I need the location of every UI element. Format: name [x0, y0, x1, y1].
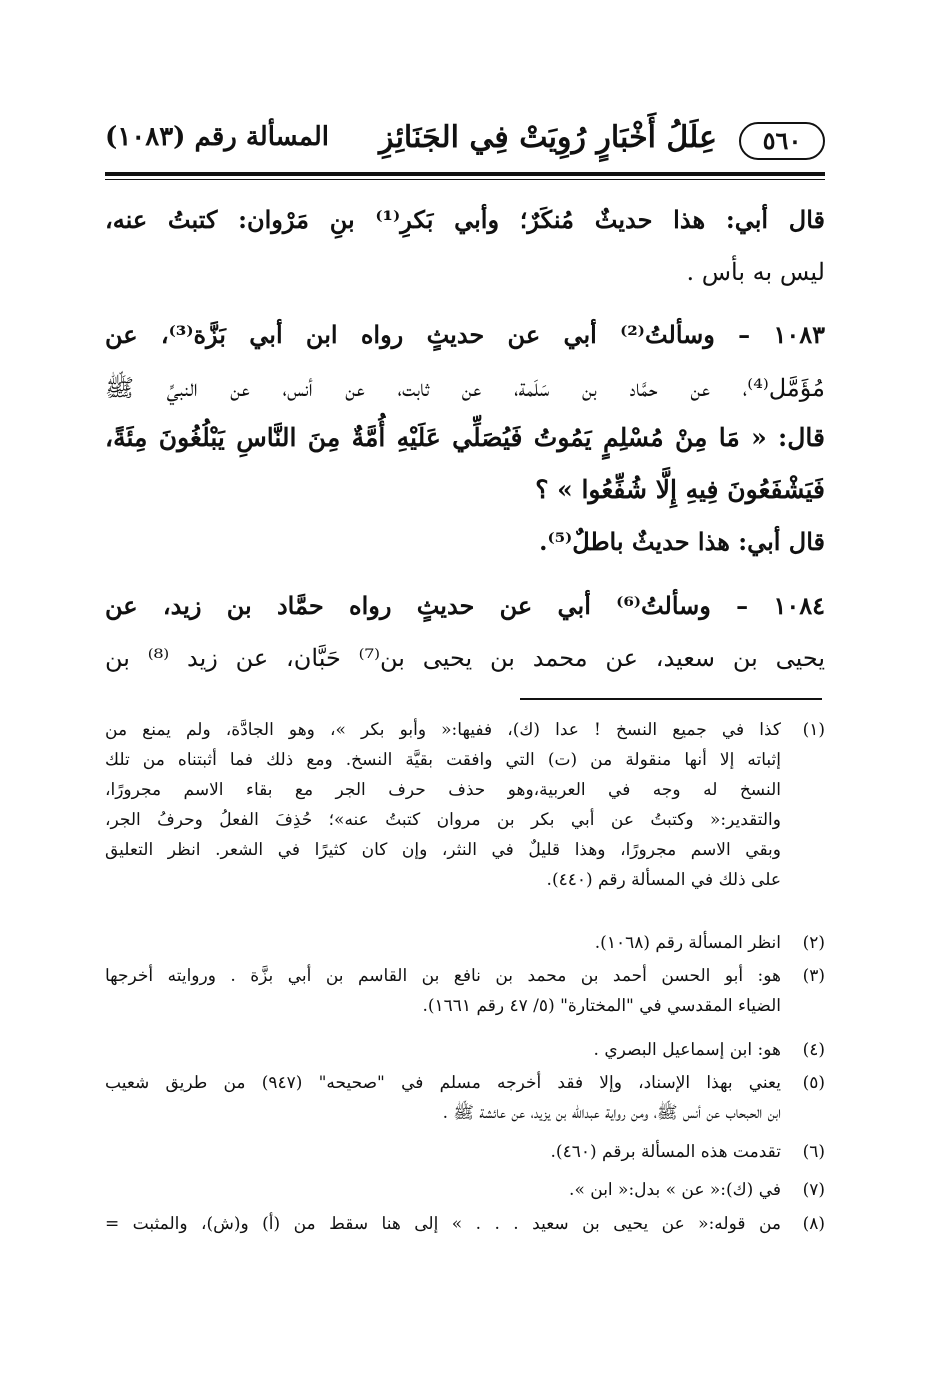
book-title: عِلَلُ أَخْبَارٍ رُوِيَتْ فِي الجَنَائِزِ: [379, 120, 717, 155]
footnote-line: إثباته إلا أنها منقولة من (ت) التي وافقت بقيَّة النسخ. ومع ذلك فما أثبتناه من تلك: [105, 750, 781, 770]
footnote-text: [105, 928, 781, 958]
header-rule-thin: [105, 179, 825, 180]
footnote-line: من قوله:« عن يحيى بن سعيد . . . » إلى هنا سقط من (أ) و(ش)، والمثبت =: [105, 1214, 781, 1234]
footnote-text: [105, 961, 781, 1021]
footnote-line: ابن الحبحاب عن أنس ﷺ، ومن رواية عبدالله بن يزيد، عن عائشة ﷺ .: [442, 1103, 781, 1123]
footnote-text: [105, 1137, 781, 1167]
hadith-line-2: فَيَشْفَعُونَ فِيهِ إِلَّا شُفِّعُوا » ؟: [535, 475, 825, 504]
footnote-8: [105, 1209, 825, 1239]
footnote-6: [105, 1137, 825, 1167]
footnote-number: (٥): [802, 1073, 825, 1093]
footnote-line: النسخ له وجه في العربية،وهو حذف حرف الجر مع بقاء الاسم مجرورًا،: [105, 780, 781, 800]
footnote-line: وبقي الاسم مجرورًا، وهذا قليلٌ في النثر، وإن كان كثيرًا في الشعر. انظر التعليق: [105, 840, 781, 860]
body-line-7: قال أبي: هذا حديثٌ باطلٌ⁽⁵⁾.: [539, 527, 825, 556]
body-line-8: ١٠٨٤ – وسألتُ⁽⁶⁾ أبي عن حديثٍ رواه حمَّاد بن زيد، عن: [105, 591, 825, 620]
footnote-3: [105, 961, 825, 1021]
footnote-line: تقدمت هذه المسألة برقم (٤٦٠).: [550, 1142, 781, 1162]
footnote-number: (٧): [802, 1180, 825, 1200]
footnote-5: [105, 1068, 825, 1128]
running-header: [105, 118, 825, 166]
footnote-line: هو: أبو الحسن أحمد بن محمد بن نافع بن القاسم بن أبي بزَّة . وروايته أخرجها: [105, 966, 781, 986]
footnote-line: الضياء المقدسي في "المختارة" (٥/ ٤٧ رقم ١٦٦١).: [422, 996, 781, 1016]
footnote-line: يعني بهذا الإسناد، وإلا فقد أخرجه مسلم في "صحيحه" (٩٤٧) من طريق شعيب: [105, 1073, 781, 1093]
footnote-number: (٣): [802, 966, 825, 986]
issue-number: المسألة رقم (١٠٨٣): [105, 122, 330, 152]
footnote-line: كذا في جميع النسخ ! عدا (ك)، ففيها:« وأبو بكر »، وهو الجادَّة، ولم يمنع من: [105, 720, 781, 740]
footnote-text: [105, 1209, 781, 1239]
footnote-1: [105, 715, 825, 895]
footnote-line: هو: ابن إسماعيل البصري .: [593, 1040, 781, 1060]
footnote-text: [105, 1175, 781, 1205]
footnote-text: [105, 1068, 781, 1128]
footnote-separator: [520, 698, 822, 700]
hadith-line-1: قال: « مَا مِنْ مُسْلِمٍ يَمُوتُ فَيُصَلِّي عَلَيْهِ أُمَّةٌ مِنَ النَّاسِ يَبْلُغُونَ مِئَةً،: [105, 423, 825, 452]
footnote-text: [105, 1035, 781, 1065]
footnote-line: على ذلك في المسألة رقم (٤٤٠).: [546, 870, 781, 890]
footnote-number: (٦): [802, 1142, 825, 1162]
body-line-2: ليس به بأس .: [686, 258, 825, 286]
footnote-line: انظر المسألة رقم (١٠٦٨).: [594, 933, 781, 953]
footnote-2: [105, 928, 825, 958]
footnote-number: (١): [802, 720, 825, 740]
footnote-7: [105, 1175, 825, 1205]
body-line-4: مُؤَمَّل⁽⁴⁾، عن حمَّاد بن سَلَمة، عن ثابت، عن أنس، عن النبيِّ ﷺ: [105, 374, 825, 402]
footnote-line: في (ك):« عن » بدل:« ابن ».: [569, 1180, 781, 1200]
body-line-3: ١٠٨٣ – وسألتُ⁽²⁾ أبي عن حديثٍ رواه ابن أبي بَزَّة⁽³⁾، عن: [105, 320, 826, 349]
footnote-number: (٨): [802, 1214, 825, 1234]
page-number-badge: ٥٦٠: [739, 122, 825, 160]
footnote-line: والتقدير:« وكتبتُ عن أبي بكر بن مروان كتبتُ عنه»؛ حُذِفَ الفعلُ وحرفُ الجر،: [105, 810, 781, 830]
header-rule-thick: [105, 172, 825, 176]
footnote-4: [105, 1035, 825, 1065]
footnote-number: (٢): [802, 933, 825, 953]
footnote-number: (٤): [802, 1040, 825, 1060]
body-line-1: قال أبي: هذا حديثٌ مُنكَرٌ؛ وأبي بَكرِ⁽¹⁾ بنِ مَرْوان: كتبتُ عنه،: [105, 205, 826, 234]
footnote-text: [105, 715, 781, 895]
body-line-9: يحيى بن سعيد، عن محمد بن يحيى بن⁽⁷⁾ حَبَّان، عن زيد ⁽⁸⁾ بن: [105, 644, 825, 672]
